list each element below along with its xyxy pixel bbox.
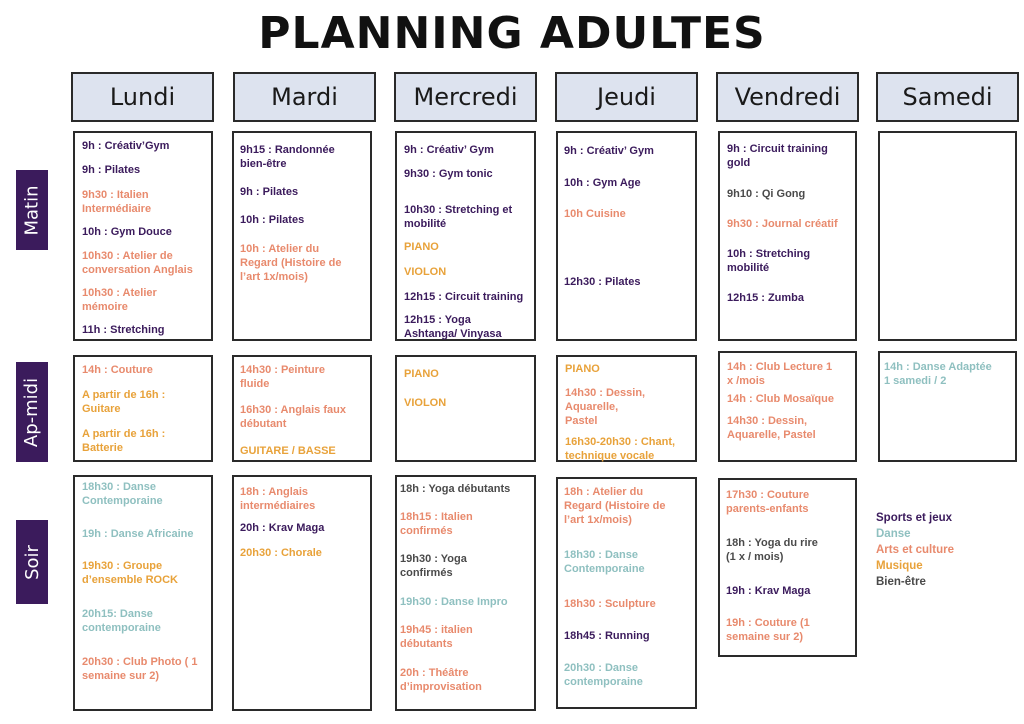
cell-soir-mercredi (395, 475, 536, 711)
activity: 20h30 : Chorale (240, 547, 322, 559)
activity: 18h15 : Italien confirmés (400, 511, 473, 537)
activity: 9h10 : Qi Gong (727, 188, 806, 200)
activity: 10h30 : Atelier de conversation Anglais (82, 250, 193, 276)
activity: 20h : Krav Maga (240, 522, 325, 534)
activity: PIANO (565, 363, 600, 375)
activity: 10h Cuisine (564, 208, 626, 220)
activity: 9h : Créativ’ Gym (564, 145, 654, 157)
day-header-mardi: Mardi (233, 72, 376, 122)
cell-matin-mardi (232, 131, 372, 341)
activity: 18h30 : Sculpture (564, 598, 656, 610)
cell-matin-mercredi (395, 131, 536, 341)
activity: 12h15 : Zumba (727, 292, 805, 304)
activity: 19h : Krav Maga (726, 585, 811, 597)
activity: 14h30 : Dessin, Aquarelle, Pastel (565, 387, 646, 427)
cell-matin-jeudi (556, 131, 697, 341)
activity: 9h30 : Journal créatif (727, 218, 838, 230)
day-header-mercredi: Mercredi (394, 72, 537, 122)
period-label-apmidi: Ap-midi (16, 362, 48, 462)
activity: 10h : Gym Age (564, 177, 641, 189)
activity: 12h15 : Yoga Ashtanga/ Vinyasa (404, 314, 502, 340)
activity: 14h30 : Peinture fluide (240, 364, 325, 390)
cell-soir-mardi (232, 475, 372, 711)
page-title: PLANNING ADULTES (258, 8, 766, 59)
day-header-samedi: Samedi (876, 72, 1019, 122)
cell-matin-vendredi (718, 131, 857, 341)
day-header-vendredi: Vendredi (716, 72, 859, 122)
activity: 9h : Créativ’Gym (82, 140, 170, 152)
day-header-lundi: Lundi (71, 72, 214, 122)
activity: 16h30 : Anglais faux débutant (240, 404, 346, 430)
activity: 20h15: Danse contemporaine (82, 608, 161, 634)
cell-soir-jeudi (556, 477, 697, 709)
activity: 9h30 : Italien Intermédiaire (82, 189, 152, 215)
cell-apmidi-lundi (73, 355, 213, 462)
activity: 10h : Atelier du Regard (Histoire de l’art 1x/mois) (240, 243, 342, 283)
activity: 9h30 : Gym tonic (404, 168, 493, 180)
activity: 19h30 : Groupe d’ensemble ROCK (82, 560, 178, 586)
legend-item-musique: Musique (876, 560, 923, 572)
activity: VIOLON (404, 397, 447, 409)
cell-soir-lundi (73, 475, 213, 711)
cell-apmidi-mercredi (395, 355, 536, 462)
activity: 14h : Couture (82, 364, 153, 376)
activity: 14h : Club Mosaïque (727, 393, 834, 405)
activity: 19h : Danse Africaine (82, 528, 194, 540)
activity: 10h30 : Stretching et mobilité (404, 204, 513, 230)
activity: A partir de 16h : Batterie (82, 428, 166, 454)
activity: 9h : Pilates (82, 164, 141, 176)
activity: 9h : Pilates (240, 186, 299, 198)
period-label-soir: Soir (16, 520, 48, 604)
day-header-jeudi: Jeudi (555, 72, 698, 122)
legend-item-danse: Danse (876, 528, 911, 540)
period-label-matin: Matin (16, 170, 48, 250)
cell-apmidi-jeudi (556, 355, 697, 462)
activity: 10h : Stretching mobilité (727, 248, 811, 274)
activity: 12h15 : Circuit training (404, 291, 524, 303)
cell-soir-vendredi (718, 478, 857, 657)
activity: VIOLON (404, 266, 447, 278)
activity: PIANO (404, 368, 439, 380)
activity: 18h : Yoga débutants (400, 483, 511, 495)
activity: 20h30 : Danse contemporaine (564, 662, 643, 688)
activity: 18h : Yoga du rire (1 x / mois) (726, 537, 818, 563)
activity: 10h : Gym Douce (82, 226, 172, 238)
activity: 19h45 : italien débutants (400, 624, 473, 650)
activity: 18h45 : Running (564, 630, 650, 642)
legend-item-bien-etre: Bien-être (876, 576, 926, 588)
activity: 9h : Circuit training gold (727, 143, 828, 169)
activity: 18h30 : Danse Contemporaine (564, 549, 645, 575)
cell-apmidi-samedi (878, 351, 1017, 462)
activity: 14h : Club Lecture 1 x /mois (727, 361, 833, 387)
cell-matin-lundi (73, 131, 213, 341)
legend-item-arts: Arts et culture (876, 544, 954, 556)
activity: 20h : Théâtre d’improvisation (400, 667, 482, 693)
cell-apmidi-mardi (232, 355, 372, 462)
activity: A partir de 16h : Guitare (82, 389, 166, 415)
legend-item-sport: Sports et jeux (876, 512, 953, 524)
activity: 18h : Atelier du Regard (Histoire de l’art 1x/mois) (564, 486, 666, 526)
activity: 9h15 : Randonnée bien-être (240, 144, 335, 170)
activity: 14h30 : Dessin, Aquarelle, Pastel (727, 415, 816, 441)
activity: 12h30 : Pilates (564, 276, 641, 288)
activity: 19h : Couture (1 semaine sur 2) (726, 617, 810, 643)
color-legend (876, 510, 954, 590)
activity: GUITARE / BASSE (240, 445, 336, 457)
activity: 20h30 : Club Photo ( 1 semaine sur 2) (82, 656, 198, 682)
activity: 18h30 : Danse Contemporaine (82, 481, 163, 507)
activity: 16h30-20h30 : Chant, technique vocale (565, 436, 676, 462)
activity: 14h : Danse Adaptée 1 samedi / 2 (884, 361, 992, 387)
activity: 10h30 : Atelier mémoire (82, 287, 157, 313)
activity: 9h : Créativ’ Gym (404, 144, 494, 156)
activity: 11h : Stretching (82, 324, 165, 336)
activity: PIANO (404, 241, 439, 253)
activity: 10h : Pilates (240, 214, 305, 226)
activity: 19h30 : Yoga confirmés (400, 553, 467, 579)
activity: 18h : Anglais intermédiaires (240, 486, 316, 512)
activity: 19h30 : Danse Impro (400, 596, 508, 608)
activity: 17h30 : Couture parents-enfants (726, 489, 810, 515)
cell-matin-samedi (878, 131, 1017, 341)
cell-apmidi-vendredi (718, 351, 857, 462)
